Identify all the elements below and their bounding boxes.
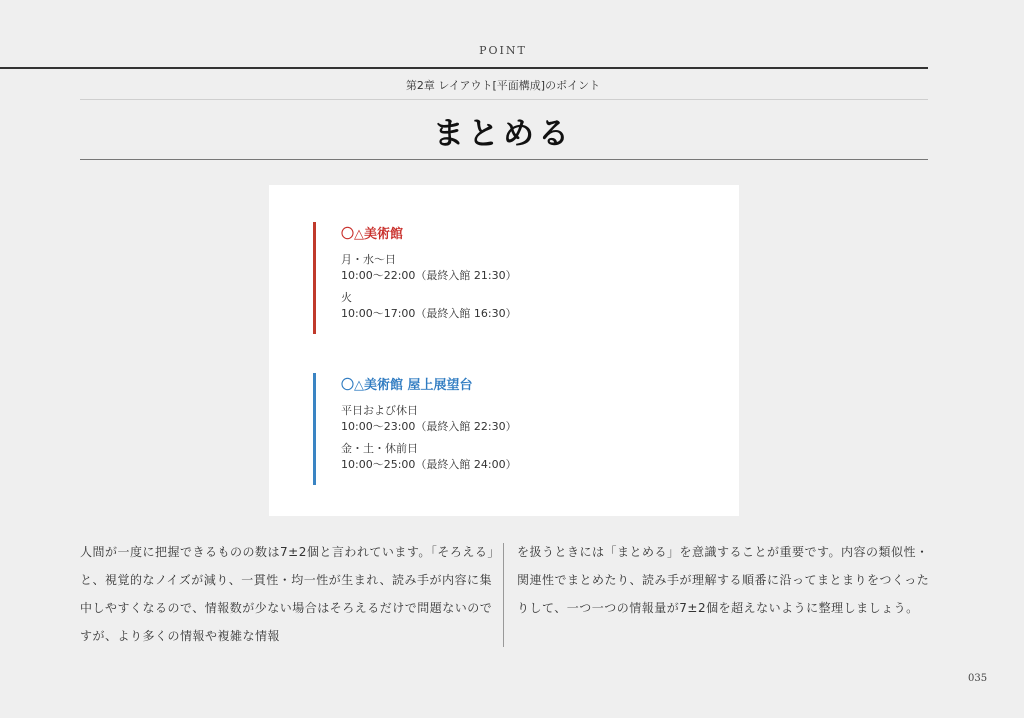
header-label: POINT	[479, 44, 527, 57]
page-title: まとめる	[433, 116, 573, 152]
schedule-time: 10:00〜17:00（最終入館 16:30）	[341, 307, 517, 320]
museum-schedule	[341, 252, 741, 322]
schedule-day: 月・水〜日	[341, 253, 396, 266]
body-text-left: 人間が一度に把握できるものの数は7±2個と言われています。「そろえる」と、視覚的なノイズが減り、一貫性・均一性が生まれ、読み手が内容に集中しやすくなるので、情報数が少ない場合はそろえるだけで問題ないのですが、より多くの情報や複雑な情報	[80, 545, 494, 643]
schedule-time: 10:00〜22:00（最終入館 21:30）	[341, 269, 517, 282]
schedule-day: 平日および休日	[341, 404, 418, 417]
example-card	[269, 185, 739, 516]
observatory-title: 〇△美術館 屋上展望台	[341, 378, 473, 393]
top-rule	[0, 67, 928, 69]
body-text-right: を扱うときには「まとめる」を意識することが重要です。内容の類似性・関連性でまとめたり、読み手が理解する順番に沿ってまとまりをつくったりして、一つ一つの情報量が7±2個を超えないように整理しましょう。	[517, 545, 930, 615]
chapter-subtitle: 第2章 レイアウト[平面構成]のポイント	[405, 79, 601, 92]
subtitle-rule	[80, 99, 928, 100]
schedule-day: 金・土・休前日	[341, 442, 418, 455]
museum-hours-block	[313, 222, 741, 334]
museum-title: 〇△美術館	[341, 227, 403, 242]
schedule-time: 10:00〜25:00（最終入館 24:00）	[341, 458, 517, 471]
schedule-day: 火	[341, 291, 352, 304]
title-rule	[80, 159, 928, 160]
schedule-time: 10:00〜23:00（最終入館 22:30）	[341, 420, 517, 433]
page-number: 035	[968, 673, 988, 684]
column-divider	[503, 543, 504, 647]
observatory-schedule	[341, 403, 741, 473]
observatory-hours-block	[313, 373, 741, 485]
